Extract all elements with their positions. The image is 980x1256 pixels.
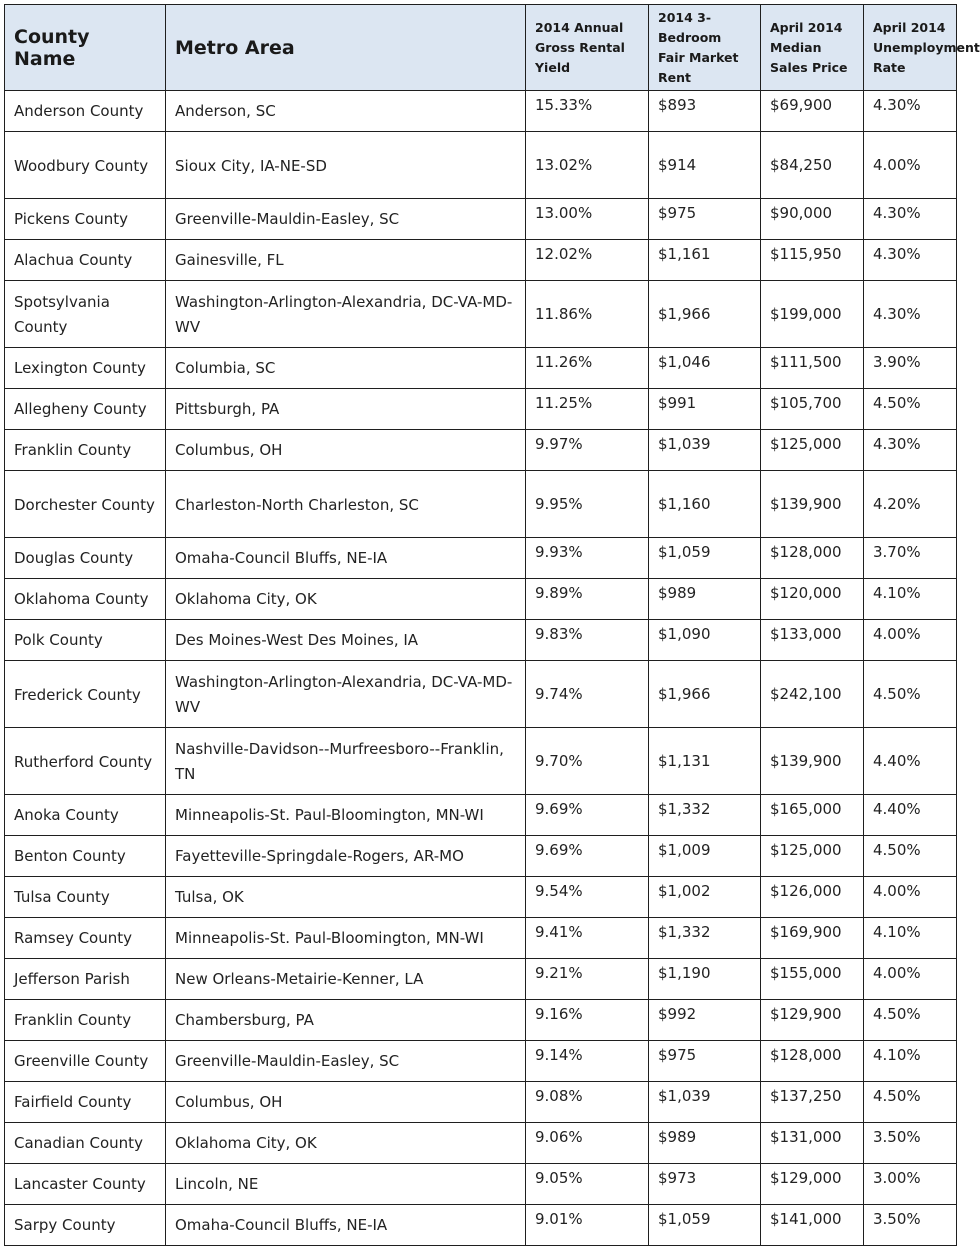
fair-market-rent-cell: $975 [649, 199, 761, 240]
unemployment-rate-cell: 4.30% [864, 199, 957, 240]
rental-yield-table [4, 4, 980, 1246]
county-name-cell: Frederick County [5, 661, 166, 728]
table-row [5, 538, 957, 579]
rental-yield-cell: 11.25% [526, 389, 649, 430]
unemployment-rate-cell: 4.50% [864, 661, 957, 728]
unemployment-rate-cell: 3.90% [864, 348, 957, 389]
header-row [5, 5, 957, 91]
fair-market-rent-cell: $1,160 [649, 471, 761, 538]
median-sales-price-cell: $139,900 [761, 471, 864, 538]
rental-yield-cell: 9.97% [526, 430, 649, 471]
fair-market-rent-cell: $1,332 [649, 795, 761, 836]
table-row [5, 661, 957, 728]
metro-area-cell: Columbia, SC [166, 348, 526, 389]
median-sales-price-cell: $128,000 [761, 1041, 864, 1082]
median-sales-price-cell: $199,000 [761, 281, 864, 348]
table-row [5, 795, 957, 836]
rental-yield-cell: 9.54% [526, 877, 649, 918]
fair-market-rent-cell: $1,046 [649, 348, 761, 389]
table-row [5, 389, 957, 430]
header-metro-area: Metro Area [166, 5, 526, 91]
county-name-cell: Jefferson Parish [5, 959, 166, 1000]
metro-area-cell: Anderson, SC [166, 91, 526, 132]
rental-yield-cell: 9.01% [526, 1205, 649, 1246]
median-sales-price-cell: $126,000 [761, 877, 864, 918]
fair-market-rent-cell: $989 [649, 579, 761, 620]
median-sales-price-cell: $125,000 [761, 430, 864, 471]
unemployment-rate-cell: 4.30% [864, 240, 957, 281]
median-sales-price-cell: $125,000 [761, 836, 864, 877]
metro-area-cell: Nashville-Davidson--Murfreesboro--Franklin, TN [166, 728, 526, 795]
county-name-cell: Dorchester County [5, 471, 166, 538]
table-row [5, 91, 957, 132]
median-sales-price-cell: $84,250 [761, 132, 864, 199]
unemployment-rate-cell: 4.30% [864, 91, 957, 132]
table-row [5, 579, 957, 620]
county-name-cell: Anderson County [5, 91, 166, 132]
unemployment-rate-cell: 4.00% [864, 959, 957, 1000]
fair-market-rent-cell: $1,966 [649, 661, 761, 728]
county-name-cell: Polk County [5, 620, 166, 661]
fair-market-rent-cell: $991 [649, 389, 761, 430]
table-row [5, 620, 957, 661]
table-row [5, 281, 957, 348]
median-sales-price-cell: $128,000 [761, 538, 864, 579]
table-body [5, 91, 957, 1246]
rental-yield-cell: 13.02% [526, 132, 649, 199]
table-row [5, 1164, 957, 1205]
unemployment-rate-cell: 4.50% [864, 1000, 957, 1041]
unemployment-rate-cell: 4.00% [864, 132, 957, 199]
unemployment-rate-cell: 4.50% [864, 389, 957, 430]
unemployment-rate-cell: 4.30% [864, 281, 957, 348]
median-sales-price-cell: $169,900 [761, 918, 864, 959]
metro-area-cell: Tulsa, OK [166, 877, 526, 918]
metro-area-cell: Pittsburgh, PA [166, 389, 526, 430]
fair-market-rent-cell: $893 [649, 91, 761, 132]
fair-market-rent-cell: $1,131 [649, 728, 761, 795]
county-name-cell: Ramsey County [5, 918, 166, 959]
rental-yield-cell: 15.33% [526, 91, 649, 132]
fair-market-rent-cell: $1,090 [649, 620, 761, 661]
unemployment-rate-cell: 4.10% [864, 1041, 957, 1082]
county-name-cell: Tulsa County [5, 877, 166, 918]
metro-area-cell: New Orleans-Metairie-Kenner, LA [166, 959, 526, 1000]
metro-area-cell: Oklahoma City, OK [166, 1123, 526, 1164]
unemployment-rate-cell: 4.40% [864, 728, 957, 795]
metro-area-cell: Greenville-Mauldin-Easley, SC [166, 1041, 526, 1082]
metro-area-cell: Columbus, OH [166, 430, 526, 471]
table-row [5, 199, 957, 240]
median-sales-price-cell: $115,950 [761, 240, 864, 281]
median-sales-price-cell: $155,000 [761, 959, 864, 1000]
table-row [5, 471, 957, 538]
county-name-cell: Rutherford County [5, 728, 166, 795]
table-row [5, 1123, 957, 1164]
fair-market-rent-cell: $1,966 [649, 281, 761, 348]
table-row [5, 877, 957, 918]
table-row [5, 132, 957, 199]
median-sales-price-cell: $111,500 [761, 348, 864, 389]
table-row [5, 1041, 957, 1082]
metro-area-cell: Omaha-Council Bluffs, NE-IA [166, 1205, 526, 1246]
rental-yield-cell: 9.70% [526, 728, 649, 795]
unemployment-rate-cell: 4.50% [864, 836, 957, 877]
rental-yield-cell: 11.26% [526, 348, 649, 389]
median-sales-price-cell: $120,000 [761, 579, 864, 620]
fair-market-rent-cell: $1,009 [649, 836, 761, 877]
table-row [5, 1082, 957, 1123]
county-name-cell: Sarpy County [5, 1205, 166, 1246]
fair-market-rent-cell: $1,039 [649, 430, 761, 471]
metro-area-cell: Washington-Arlington-Alexandria, DC-VA-MD-WV [166, 281, 526, 348]
unemployment-rate-cell: 4.00% [864, 620, 957, 661]
table-row [5, 918, 957, 959]
median-sales-price-cell: $133,000 [761, 620, 864, 661]
rental-yield-cell: 9.21% [526, 959, 649, 1000]
median-sales-price-cell: $137,250 [761, 1082, 864, 1123]
county-name-cell: Douglas County [5, 538, 166, 579]
fair-market-rent-cell: $1,002 [649, 877, 761, 918]
table-row [5, 1205, 957, 1246]
fair-market-rent-cell: $1,161 [649, 240, 761, 281]
header-unemployment-rate: April 2014 Unemployment Rate [864, 5, 957, 91]
unemployment-rate-cell: 4.20% [864, 471, 957, 538]
median-sales-price-cell: $129,900 [761, 1000, 864, 1041]
median-sales-price-cell: $90,000 [761, 199, 864, 240]
metro-area-cell: Washington-Arlington-Alexandria, DC-VA-MD-WV [166, 661, 526, 728]
unemployment-rate-cell: 4.00% [864, 877, 957, 918]
rental-yield-cell: 9.41% [526, 918, 649, 959]
rental-yield-cell: 9.08% [526, 1082, 649, 1123]
fair-market-rent-cell: $1,039 [649, 1082, 761, 1123]
county-name-cell: Franklin County [5, 430, 166, 471]
unemployment-rate-cell: 4.50% [864, 1082, 957, 1123]
county-name-cell: Fairfield County [5, 1082, 166, 1123]
county-name-cell: Alachua County [5, 240, 166, 281]
metro-area-cell: Columbus, OH [166, 1082, 526, 1123]
table-row [5, 728, 957, 795]
fair-market-rent-cell: $973 [649, 1164, 761, 1205]
metro-area-cell: Minneapolis-St. Paul-Bloomington, MN-WI [166, 918, 526, 959]
median-sales-price-cell: $139,900 [761, 728, 864, 795]
metro-area-cell: Chambersburg, PA [166, 1000, 526, 1041]
metro-area-cell: Sioux City, IA-NE-SD [166, 132, 526, 199]
rental-yield-cell: 9.83% [526, 620, 649, 661]
metro-area-cell: Omaha-Council Bluffs, NE-IA [166, 538, 526, 579]
median-sales-price-cell: $141,000 [761, 1205, 864, 1246]
header-county-name: County Name [5, 5, 166, 91]
median-sales-price-cell: $242,100 [761, 661, 864, 728]
metro-area-cell: Oklahoma City, OK [166, 579, 526, 620]
unemployment-rate-cell: 3.00% [864, 1164, 957, 1205]
rental-yield-cell: 13.00% [526, 199, 649, 240]
county-name-cell: Pickens County [5, 199, 166, 240]
county-name-cell: Franklin County [5, 1000, 166, 1041]
county-name-cell: Canadian County [5, 1123, 166, 1164]
table-row [5, 430, 957, 471]
median-sales-price-cell: $131,000 [761, 1123, 864, 1164]
table-row [5, 240, 957, 281]
header-rental-yield: 2014 Annual Gross Rental Yield [526, 5, 649, 91]
metro-area-cell: Charleston-North Charleston, SC [166, 471, 526, 538]
metro-area-cell: Greenville-Mauldin-Easley, SC [166, 199, 526, 240]
unemployment-rate-cell: 4.10% [864, 918, 957, 959]
fair-market-rent-cell: $1,059 [649, 1205, 761, 1246]
table-row [5, 1000, 957, 1041]
metro-area-cell: Fayetteville-Springdale-Rogers, AR-MO [166, 836, 526, 877]
county-name-cell: Woodbury County [5, 132, 166, 199]
fair-market-rent-cell: $914 [649, 132, 761, 199]
county-name-cell: Oklahoma County [5, 579, 166, 620]
table-row [5, 836, 957, 877]
rental-yield-cell: 9.69% [526, 795, 649, 836]
fair-market-rent-cell: $1,332 [649, 918, 761, 959]
rental-yield-cell: 9.69% [526, 836, 649, 877]
header-fair-market-rent: 2014 3-Bedroom Fair Market Rent [649, 5, 761, 91]
unemployment-rate-cell: 4.40% [864, 795, 957, 836]
rental-yield-cell: 9.93% [526, 538, 649, 579]
fair-market-rent-cell: $1,059 [649, 538, 761, 579]
fair-market-rent-cell: $1,190 [649, 959, 761, 1000]
county-name-cell: Allegheny County [5, 389, 166, 430]
county-name-cell: Lancaster County [5, 1164, 166, 1205]
header-median-sales-price: April 2014 Median Sales Price [761, 5, 864, 91]
rental-yield-cell: 9.14% [526, 1041, 649, 1082]
unemployment-rate-cell: 4.30% [864, 430, 957, 471]
rental-yield-cell: 9.89% [526, 579, 649, 620]
rental-yield-cell: 11.86% [526, 281, 649, 348]
median-sales-price-cell: $105,700 [761, 389, 864, 430]
county-name-cell: Spotsylvania County [5, 281, 166, 348]
rental-yield-cell: 9.74% [526, 661, 649, 728]
table-row [5, 348, 957, 389]
county-name-cell: Greenville County [5, 1041, 166, 1082]
unemployment-rate-cell: 3.50% [864, 1123, 957, 1164]
county-name-cell: Benton County [5, 836, 166, 877]
median-sales-price-cell: $69,900 [761, 91, 864, 132]
county-name-cell: Anoka County [5, 795, 166, 836]
unemployment-rate-cell: 4.10% [864, 579, 957, 620]
median-sales-price-cell: $165,000 [761, 795, 864, 836]
rental-yield-cell: 9.95% [526, 471, 649, 538]
unemployment-rate-cell: 3.70% [864, 538, 957, 579]
fair-market-rent-cell: $989 [649, 1123, 761, 1164]
median-sales-price-cell: $129,000 [761, 1164, 864, 1205]
metro-area-cell: Des Moines-West Des Moines, IA [166, 620, 526, 661]
metro-area-cell: Lincoln, NE [166, 1164, 526, 1205]
fair-market-rent-cell: $992 [649, 1000, 761, 1041]
table-row [5, 959, 957, 1000]
rental-yield-cell: 9.06% [526, 1123, 649, 1164]
county-name-cell: Lexington County [5, 348, 166, 389]
rental-yield-cell: 9.05% [526, 1164, 649, 1205]
rental-yield-cell: 12.02% [526, 240, 649, 281]
metro-area-cell: Gainesville, FL [166, 240, 526, 281]
unemployment-rate-cell: 3.50% [864, 1205, 957, 1246]
metro-area-cell: Minneapolis-St. Paul-Bloomington, MN-WI [166, 795, 526, 836]
rental-yield-cell: 9.16% [526, 1000, 649, 1041]
fair-market-rent-cell: $975 [649, 1041, 761, 1082]
